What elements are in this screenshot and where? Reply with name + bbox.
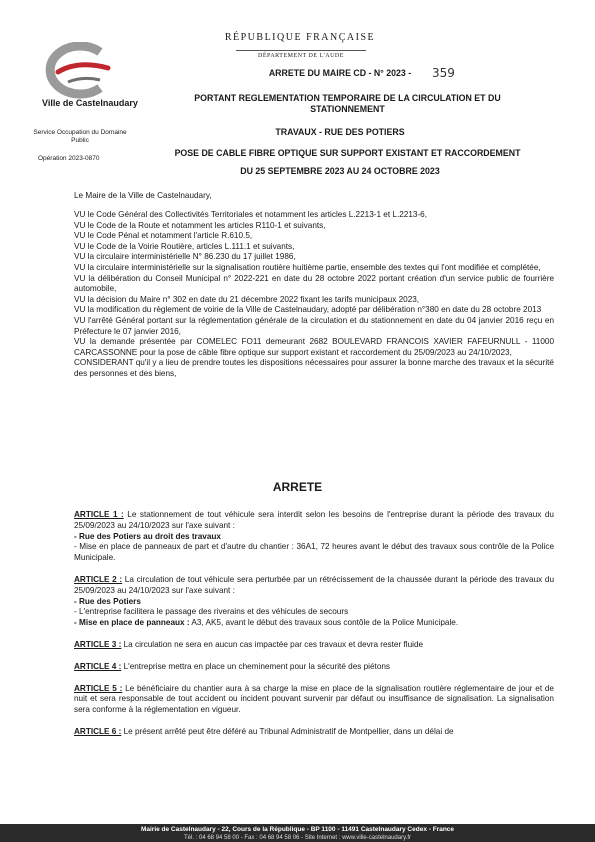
vu-item: VU le Code de la Route et notamment les articles R110-1 et suivants, — [74, 220, 326, 230]
article-paragraph — [74, 727, 554, 738]
article-line — [74, 542, 554, 564]
footer-address: Mairie de Castelnaudary - 22, Cours de la République - BP 1100 - 11491 Castelnaudary Cedex - France — [140, 826, 455, 833]
article-line-bold: - Mise en place de panneaux : — [74, 618, 190, 628]
article-6 — [74, 727, 554, 738]
article-line — [74, 618, 554, 629]
article-label: ARTICLE 5 : — [74, 683, 123, 693]
vu-item: VU la circulaire interministérielle sur la signalisation routière huitième partie, ensemble des textes qui l'ont modifiée et complétée, — [74, 262, 541, 272]
article-text: Le présent arrêté peut être déféré au Tribunal Administratif de Montpellier, dans un délai de — [121, 726, 454, 736]
article-line-text: - Mise en place de panneaux de part et d'autre du chantier : 36A1, 72 heures avant le début des travaux sous contrôle de la Police Municipale. — [74, 542, 554, 563]
operation-number: Opération 2023-0870 — [38, 155, 100, 162]
vu-item: VU le Code Général des Collectivités Territoriales et notamment les articles L.2213-1 et L.2213-6, — [74, 210, 427, 219]
arrete-number: ARRETE DU MAIRE CD - N° 2023 - — [268, 68, 412, 78]
footer-contact: Tél. : 04 68 94 58 00 - Fax : 04 68 94 58 06 - Site Internet : www.ville-castelnaudary.fr — [183, 835, 411, 841]
article-paragraph — [74, 575, 554, 597]
vu-item: VU le Code de la Voirie Routière, articles L.111.1 et suivants, — [74, 241, 295, 251]
works-detail: POSE DE CABLE FIBRE OPTIQUE SUR SUPPORT EXISTANT ET RACCORDEMENT — [174, 148, 521, 158]
article-3 — [74, 640, 554, 651]
article-paragraph — [74, 640, 554, 651]
article-4 — [74, 662, 554, 673]
article-text: La circulation ne sera en aucun cas impactée par ces travaux et devra rester fluide — [121, 639, 424, 649]
articles — [74, 510, 554, 749]
vu-item: VU l'arrêté Général portant sur la réglementation générale de la circulation et du stationnement en date du 04 janvier 2016 reçu en Préfecture le 07 janvier 2016, — [74, 315, 554, 336]
article-line-text: - L'entreprise facilitera le passage des riverains et des véhicules de secours — [74, 607, 349, 617]
article-label: ARTICLE 1 : — [74, 510, 124, 519]
vu-item: VU la demande présentée par COMELEC FO11 demeurant 2682 BOULEVARD FRANCOIS XAVIER FAFEURNULL - 11000 CARCASSONNE pour la pose de câble fibre optique sur support existant et raccordement du 25/09/2023 au 24/10/2023, — [74, 337, 554, 357]
republic-label: RÉPUBLIQUE FRANÇAISE — [224, 32, 376, 43]
vu-item: VU le Code Pénal et notamment l'article R.610.5, — [74, 231, 253, 241]
article-5 — [74, 684, 554, 716]
article-paragraph — [74, 684, 554, 716]
article-text: Le bénéficiaire du chantier aura à sa charge la mise en place de la signalisation routière réglementaire de jour et de nuit et sera responsable de tout accident ou incident pouvant survenir par défaut ou insuffisance de signalisation. La signalisation sera conforme à la réglementation en vigueur. — [74, 683, 554, 715]
article-line — [74, 532, 554, 543]
article-paragraph — [74, 510, 554, 532]
vu-list — [74, 210, 554, 380]
article-text: Le stationnement de tout véhicule sera interdit selon les besoins de l'entreprise durant la période des travaux du 25/09/2023 au 24/10/2023 sur l'axe suivant : — [74, 510, 554, 530]
article-text: La circulation de tout véhicule sera perturbée par un rétrécissement de la chaussée durant la période des travaux du 25/09/2023 au 24/10/2023 sur l'axe suivant : — [74, 574, 554, 595]
vu-item: VU la modification du règlement de voirie de la Ville de Castelnaudary, adopté par délibération n°380 en date du 28 octobre 2013 — [74, 305, 542, 315]
works-dates: DU 25 SEPTEMBRE 2023 AU 24 OCTOBRE 2023 — [240, 166, 440, 176]
article-line — [74, 607, 554, 618]
article-paragraph — [74, 662, 554, 673]
article-line-bold: - Rue des Potiers — [74, 596, 141, 606]
article-2 — [74, 575, 554, 629]
article-line-text: A3, AK5, avant le début des travaux sous contôle de la Police Municipale. — [189, 618, 459, 628]
logo-city-name: Ville de Castelnaudary — [42, 98, 138, 108]
city-logo — [38, 42, 118, 100]
article-label: ARTICLE 2 : — [74, 574, 123, 584]
works-title: TRAVAUX - RUE DES POTIERS — [275, 127, 405, 137]
service-label: Service Occupation du Domaine Public — [33, 129, 127, 144]
article-label: ARTICLE 6 : — [74, 726, 122, 736]
department-label: DÉPARTEMENT DE L'AUDE — [236, 50, 366, 59]
article-line — [74, 597, 554, 608]
intro-line: Le Maire de la Ville de Castelnaudary, — [74, 191, 212, 200]
article-label: ARTICLE 4 : — [74, 661, 122, 671]
arrete-subject: PORTANT REGLEMENTATION TEMPORAIRE DE LA CIRCULATION ET DU STATIONNEMENT — [194, 93, 501, 114]
vu-item: VU la décision du Maire n° 302 en date du 21 décembre 2022 fixant les tarifs municipaux 2023, — [74, 294, 420, 304]
vu-item: VU la circulaire interministérielle N° 86.230 du 17 juillet 1986, — [74, 252, 296, 262]
vu-item: VU la délibération du Conseil Municipal n° 2022-221 en date du 28 octobre 2022 portant création d'un service public de fourrière automobile, — [74, 273, 554, 294]
article-text: L'entreprise mettra en place un cheminement pour la sécurité des piétons — [121, 661, 391, 671]
arrete-heading: ARRETE — [272, 480, 323, 494]
article-1 — [74, 510, 554, 564]
handwritten-number: 359 — [432, 66, 455, 80]
article-line-bold: - Rue des Potiers au droit des travaux — [74, 531, 221, 541]
article-label: ARTICLE 3 : — [74, 639, 122, 649]
considerant-item: CONSIDERANT qu'il y a lieu de prendre toutes les dispositions nécessaires pour assurer la bonne marche des travaux et la sécurité des personnes et des biens, — [74, 358, 554, 378]
